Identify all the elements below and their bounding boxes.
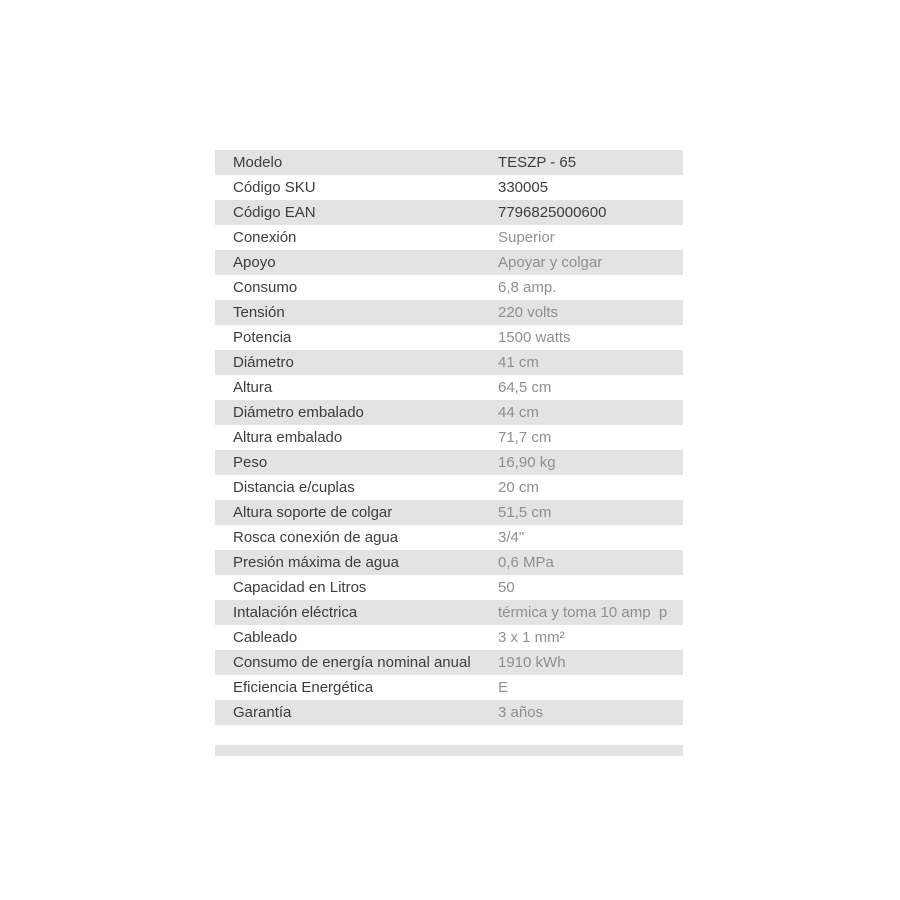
spec-value: 1910 kWh — [498, 654, 566, 671]
table-row — [215, 150, 683, 175]
spec-label: Diámetro embalado — [233, 404, 364, 421]
spec-value: 3 x 1 mm² — [498, 629, 565, 646]
spec-value: 51,5 cm — [498, 504, 552, 521]
table-row — [215, 550, 683, 575]
table-row — [215, 650, 683, 675]
spec-value: 16,90 kg — [498, 454, 556, 471]
spec-value: 71,7 cm — [498, 429, 552, 446]
table-row — [215, 675, 683, 700]
table-row — [215, 700, 683, 725]
table-row — [215, 350, 683, 375]
spec-value: 1500 watts — [498, 329, 571, 346]
table-row — [215, 475, 683, 500]
spec-value: 7796825000600 — [498, 204, 607, 221]
spec-value: 6,8 amp. — [498, 279, 557, 296]
spec-table — [215, 150, 683, 725]
table-row — [215, 500, 683, 525]
spec-label: Capacidad en Litros — [233, 579, 367, 596]
spec-value: E — [498, 679, 509, 696]
spec-label: Conexión — [233, 229, 297, 246]
spec-value: Superior — [498, 229, 555, 246]
spec-label: Modelo — [233, 154, 283, 171]
spec-label: Consumo de energía nominal anual — [233, 654, 471, 671]
spec-label: Eficiencia Energética — [233, 679, 374, 696]
spec-label: Presión máxima de agua — [233, 554, 399, 571]
spec-value: térmica y toma 10 amp p — [498, 604, 668, 621]
spec-value: 20 cm — [498, 479, 539, 496]
table-row — [215, 600, 683, 625]
spec-label: Código EAN — [233, 204, 316, 221]
table-row — [215, 575, 683, 600]
spec-value: 44 cm — [498, 404, 539, 421]
table-row — [215, 300, 683, 325]
table-row — [215, 275, 683, 300]
spec-label: Peso — [233, 454, 268, 471]
table-row — [215, 250, 683, 275]
spec-label: Rosca conexión de agua — [233, 529, 399, 546]
spec-value: 41 cm — [498, 354, 539, 371]
table-row — [215, 200, 683, 225]
spec-value: TESZP - 65 — [498, 154, 577, 171]
spec-label: Garantía — [233, 704, 292, 721]
spec-value: 330005 — [498, 179, 549, 196]
spec-label: Código SKU — [233, 179, 316, 196]
partial-next-row — [215, 745, 683, 756]
table-row — [215, 450, 683, 475]
table-row — [215, 225, 683, 250]
spec-value: 0,6 MPa — [498, 554, 554, 571]
table-row — [215, 425, 683, 450]
spec-label: Intalación eléctrica — [233, 604, 358, 621]
spec-label: Cableado — [233, 629, 298, 646]
spec-value: 50 — [498, 579, 515, 596]
spec-value: 3 años — [498, 704, 544, 721]
table-row — [215, 400, 683, 425]
spec-label: Distancia e/cuplas — [233, 479, 355, 496]
spec-label: Tensión — [233, 304, 285, 321]
spec-value: 64,5 cm — [498, 379, 552, 396]
table-row — [215, 375, 683, 400]
spec-label: Altura soporte de colgar — [233, 504, 393, 521]
table-row — [215, 525, 683, 550]
spec-label: Potencia — [233, 329, 292, 346]
spec-value: 3/4" — [498, 529, 525, 546]
table-row — [215, 625, 683, 650]
spec-value: 220 volts — [498, 304, 559, 321]
table-row — [215, 325, 683, 350]
spec-label: Diámetro — [233, 354, 294, 371]
spec-label: Altura embalado — [233, 429, 343, 446]
spec-value: Apoyar y colgar — [498, 254, 603, 271]
table-row — [215, 175, 683, 200]
spec-label: Consumo — [233, 279, 298, 296]
spec-label: Apoyo — [233, 254, 276, 271]
spec-label: Altura — [233, 379, 273, 396]
